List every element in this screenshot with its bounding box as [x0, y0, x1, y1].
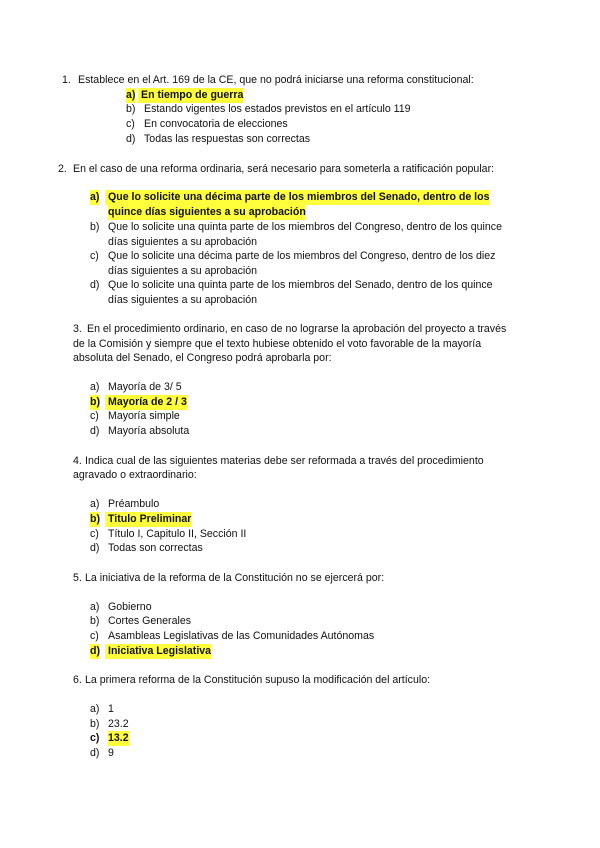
option-text-line: Mayoría de 2 / 3 [105, 395, 187, 410]
option-letter: c) [90, 528, 99, 540]
option-text-line: Que lo solicite una décima parte de los miembros del Congreso, dentro de los diez [108, 250, 496, 262]
question-text-line: de la Comisión y siempre que el texto hubiese obtenido el voto favorable de la mayoría [73, 338, 482, 350]
option-text-line: 13.2 [108, 732, 129, 744]
option-text-line: Gobierno [108, 601, 152, 613]
option-text-line: 23.2 [108, 718, 129, 730]
option-letter: b) [90, 718, 100, 730]
option-text-line: Asambleas Legislativas de las Comunidades Autónomas [108, 630, 375, 642]
option-text-line: Estando vigentes los estados previstos en el artículo 119 [144, 103, 411, 115]
option-letter: d) [90, 645, 100, 657]
option-letter: c) [90, 630, 99, 642]
option-letter: b) [90, 513, 100, 525]
option-letter: c) [126, 118, 135, 130]
question-number: 5. [73, 572, 82, 584]
question-number: 3. [73, 323, 82, 335]
option-letter: d) [90, 425, 100, 437]
option-text-line: Cortes Generales [108, 615, 192, 627]
option-letter: a) [90, 703, 100, 715]
option-letter: c) [90, 732, 100, 744]
option-text-line: Mayoría de 3/ 5 [108, 381, 182, 393]
option-text-line: Iniciativa Legislativa [105, 644, 211, 659]
question-number: 1. [62, 74, 71, 86]
option-text-line: Todas son correctas [108, 542, 203, 554]
option-text-line: días siguientes a su aprobación [108, 294, 258, 306]
option-letter: d) [126, 133, 136, 145]
option-text-line: quince días siguientes a su aprobación [108, 206, 306, 218]
option-text-line: Titulo Preliminar [105, 512, 191, 527]
option-text-line: Título I, Capitulo II, Sección II [108, 528, 247, 540]
question-text-line: En el caso de una reforma ordinaria, será necesario para someterla a ratificación popular: [73, 163, 495, 175]
question-text-line: Indica cual de las siguientes materias debe ser reformada a través del procedimiento [85, 455, 484, 467]
option-text-line: Todas las respuestas son correctas [144, 133, 311, 145]
question-text-line: agravado o extraordinario: [73, 469, 197, 481]
option-letter: a) [90, 381, 100, 393]
option-letter: d) [90, 279, 100, 291]
question-number: 2. [58, 163, 67, 175]
option-letter: c) [90, 250, 99, 262]
option-text-line: Que lo solicite una quinta parte de los miembros del Congreso, dentro de los quince [108, 221, 502, 233]
option-letter: b) [90, 396, 100, 408]
question-text-line: Establece en el Art. 169 de la CE, que no podrá iniciarse una reforma constitucional: [78, 74, 474, 86]
option-letter: a) [90, 191, 100, 203]
option-text-line: días siguientes a su aprobación [108, 265, 258, 277]
option-letter: a) [90, 498, 100, 510]
option-letter: d) [90, 747, 100, 759]
option-text-line: Mayoría absoluta [108, 425, 190, 437]
question-number: 4. [73, 455, 82, 467]
question-text-line: absoluta del Senado, el Congreso podrá aprobarla por: [73, 352, 332, 364]
option-text-line: Préambulo [108, 498, 160, 510]
question-text-line: La iniciativa de la reforma de la Constitución no se ejercerá por: [85, 572, 385, 584]
option-letter: b) [90, 615, 100, 627]
option-text-line: Mayoría simple [108, 410, 180, 422]
option-text-line: días siguientes a su aprobación [108, 236, 258, 248]
option-text-line: Que lo solicite una quinta parte de los miembros del Senado, dentro de los quince [108, 279, 493, 291]
option-letter: a) [126, 89, 136, 101]
option-text-line: 9 [108, 747, 114, 759]
option-letter: a) [90, 601, 100, 613]
option-letter: d) [90, 542, 100, 554]
question-number: 6. [73, 674, 82, 686]
option-letter: b) [90, 221, 100, 233]
option-letter: c) [90, 410, 99, 422]
option-text-line: En tiempo de guerra [138, 88, 243, 103]
option-text-line: En convocatoria de elecciones [144, 118, 288, 130]
option-letter: b) [126, 103, 136, 115]
question-text-line: La primera reforma de la Constitución supuso la modificación del artículo: [85, 674, 431, 686]
option-text-line: Que lo solicite una décima parte de los miembros del Senado, dentro de los [105, 190, 489, 205]
question-text-line: En el procedimiento ordinario, en caso de no lograrse la aprobación del proyecto a través [87, 323, 507, 335]
option-text-line: 1 [108, 703, 114, 715]
